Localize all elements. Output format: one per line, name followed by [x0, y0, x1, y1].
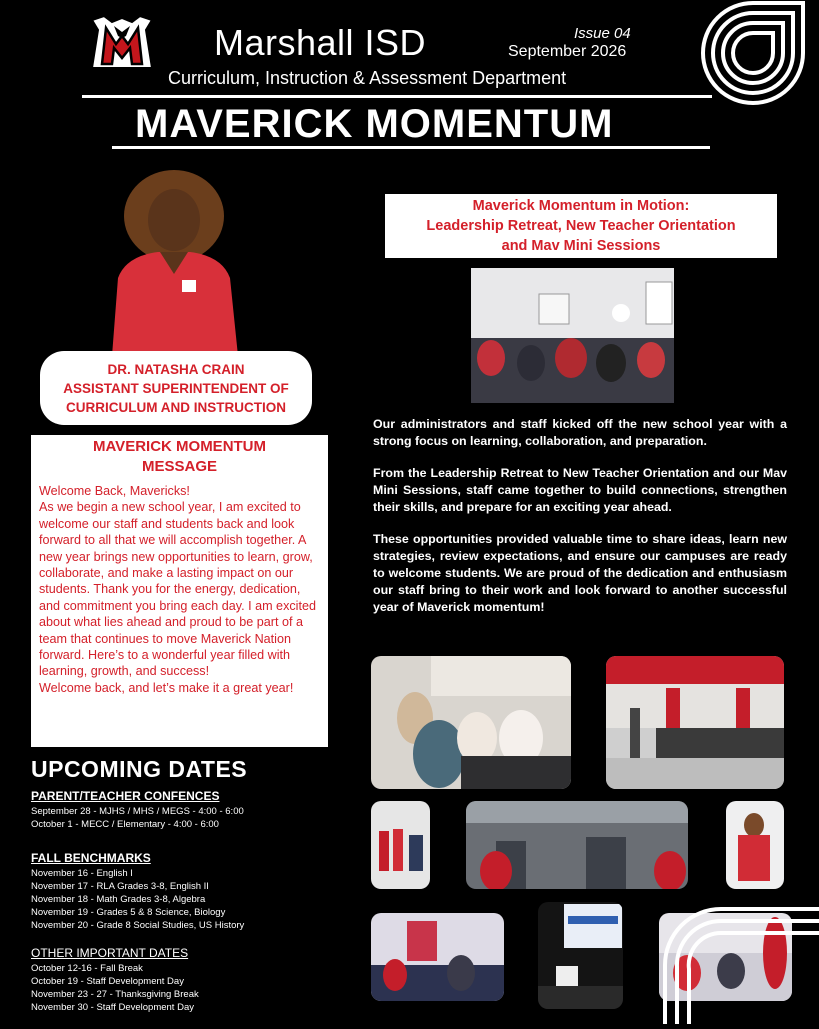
message-greeting: Welcome Back, Mavericks! [39, 484, 190, 498]
message-panel [31, 435, 328, 747]
feature-heading-line2: Leadership Retreat, New Teacher Orientation [426, 218, 736, 234]
date-item: November 20 - Grade 8 Social Studies, US History [31, 920, 245, 931]
concentric-swirl-icon [700, 0, 806, 106]
feature-paragraph: Our administrators and staff kicked off the new school year with a strong focus on learning, collaboration, and preparation. [373, 417, 787, 448]
maverick-m-logo-icon [90, 16, 154, 72]
date-item: November 30 - Staff Development Day [31, 1002, 194, 1013]
event-photo [726, 801, 784, 889]
event-photo [371, 656, 571, 789]
message-title-line1: MAVERICK MOMENTUM [92, 438, 267, 455]
event-photo [371, 801, 430, 889]
portrait-photo [96, 170, 252, 356]
upcoming-dates-title: UPCOMING DATES [31, 756, 248, 782]
dates-section-heading: OTHER IMPORTANT DATES [31, 946, 189, 960]
profile-role-line1: ASSISTANT SUPERINTENDENT OF [63, 380, 289, 396]
date-item: November 19 - Grades 5 & 8 Science, Biology [31, 907, 226, 918]
header-divider-top [82, 95, 712, 98]
feature-body [373, 416, 787, 631]
date-item: November 17 - RLA Grades 3-8, English II [31, 881, 209, 892]
event-photo [371, 913, 504, 1001]
corner-swirl-icon [655, 905, 819, 1024]
department-name: Curriculum, Instruction & Assessment Department [168, 68, 567, 88]
dates-section-heading: PARENT/TEACHER CONFENCES [31, 789, 220, 803]
feature-heading-line3: and Mav Mini Sessions [501, 238, 661, 254]
dates-section-conferences [31, 789, 331, 831]
district-name: Marshall ISD [214, 22, 427, 63]
event-photo [606, 656, 784, 789]
feature-heading-box [385, 194, 777, 258]
retreat-photo [471, 268, 674, 403]
issue-date: September 2026 [508, 43, 627, 60]
event-photo [538, 902, 623, 1009]
header-divider-bottom [112, 146, 710, 149]
date-item: October 19 - Staff Development Day [31, 976, 184, 987]
profile-card [40, 351, 312, 425]
feature-paragraph: From the Leadership Retreat to New Teacher Orientation and our Mav Mini Sessions, staff came together to build connections, strengthen their skills, and prepare for an exciting year ahead. [373, 466, 787, 514]
date-item: November 16 - English I [31, 868, 133, 879]
profile-role-line2: CURRICULUM AND INSTRUCTION [66, 399, 286, 415]
feature-heading-line1: Maverick Momentum in Motion: [472, 198, 690, 214]
dates-section-heading: FALL BENCHMARKS [31, 851, 151, 865]
event-photo [466, 801, 688, 889]
dates-section-benchmarks [31, 851, 331, 932]
message-body: As we begin a new school year, I am excited to welcome our staff and students back and look forward to all that we will accomplish together. A new year brings new opportunities to learn, grow, collaborate, and make a lasting impact on our students. Thank you for the energy, dedication, and commitment you bring each day. I am excited about what lies ahead and proud to be part of a team that continues to move Maverick Nation forward. Here’s to a wonderful year filled with learning, growth, and success! [39, 500, 316, 679]
dates-section-other [31, 946, 331, 1014]
message-title-line2: MESSAGE [141, 458, 217, 475]
date-item: November 18 - Math Grades 3-8, Algebra [31, 894, 206, 905]
feature-paragraph: These opportunities provided valuable time to share ideas, learn new strategies, review expectations, and ensure our campuses are ready to welcome students. We are proud of the dedication and enthusiasm our staff bring to their work and look forward to another successful year of Maverick momentum! [373, 532, 787, 614]
date-item: November 23 - 27 - Thanksgiving Break [31, 989, 199, 1000]
newsletter-title: MAVERICK MOMENTUM [135, 102, 614, 146]
date-item: October 12-16 - Fall Break [31, 963, 143, 974]
message-closing: Welcome back, and let’s make it a great year! [39, 680, 294, 695]
profile-name: DR. NATASHA CRAIN [107, 361, 245, 377]
issue-number: Issue 04 [574, 25, 631, 42]
date-item: October 1 - MECC / Elementary - 4:00 - 6:00 [31, 819, 219, 830]
date-item: September 28 - MJHS / MHS / MEGS - 4:00 - 6:00 [31, 806, 244, 817]
